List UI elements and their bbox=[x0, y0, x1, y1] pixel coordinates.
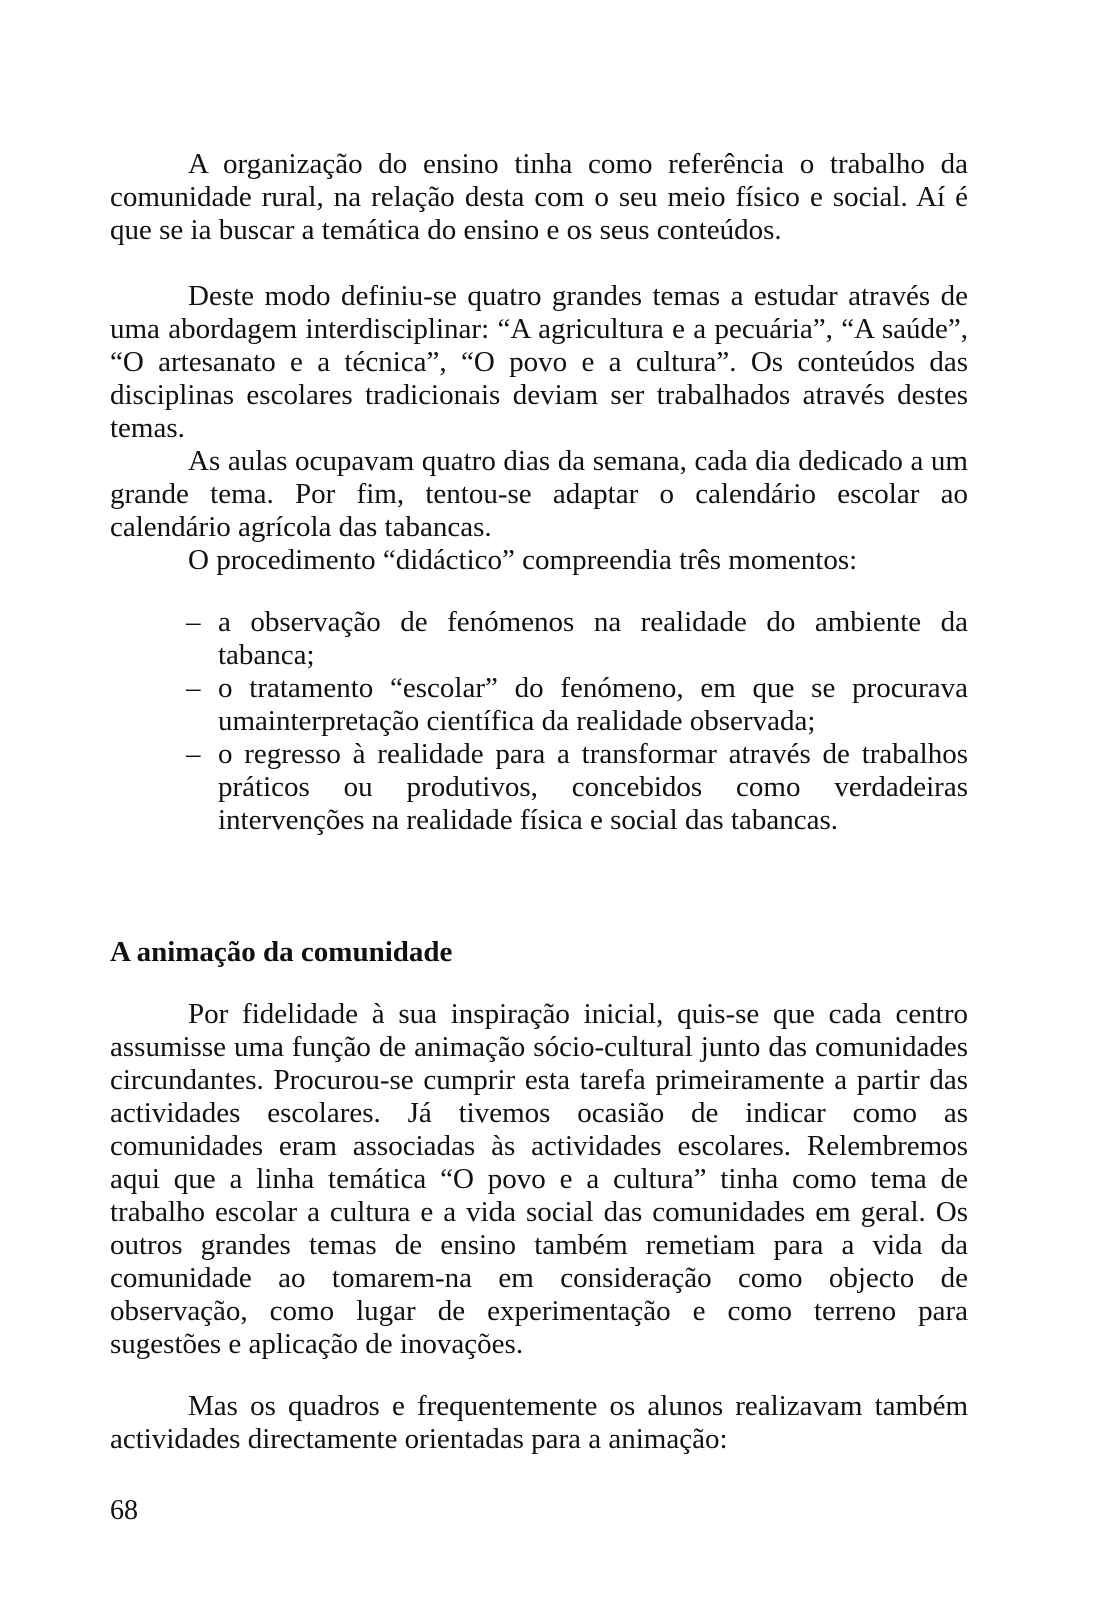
momentos-list bbox=[110, 606, 968, 837]
paragraph-procedimento-didactico: O procedimento “didáctico” compreendia três momentos: bbox=[188, 544, 858, 576]
section-heading: A animação da comunidade bbox=[110, 936, 453, 968]
paragraph-aulas: As aulas ocupavam quatro dias da semana, cada dia dedicado a um grande tema. Por fim, tentou-se adaptar o calendário escolar ao calendário agrícola das tabancas. bbox=[110, 445, 968, 543]
list-item-text: o regresso à realidade para a transformar através de trabalhos práticos ou produtivos, concebidos como verdadeiras intervenções na realidade física e social das tabancas. bbox=[218, 738, 968, 836]
list-item-text: o tratamento “escolar” do fenómeno, em que se procurava umainterpretação científica da realidade observada; bbox=[218, 672, 968, 737]
list-item bbox=[110, 606, 968, 672]
page-number: 68 bbox=[110, 1495, 138, 1526]
paragraph-quatro-temas: Deste modo definiu-se quatro grandes temas a estudar através de uma abordagem interdisciplinar: “A agricultura e a pecuária”, “A saúde”, “O artesanato e a técnica”, “O povo e a cultura”. Os conteúdos das disciplinas escolares tradicionais deviam ser trabalhados através destes temas. bbox=[110, 280, 968, 444]
list-item-text: a observação de fenómenos na realidade do ambiente da tabanca; bbox=[218, 606, 968, 671]
list-dash: – bbox=[186, 738, 201, 770]
paragraph-quadros-alunos: Mas os quadros e frequentemente os alunos realizavam também actividades directamente orientadas para a animação: bbox=[110, 1390, 968, 1455]
paragraph-fidelidade-inspiracao: Por fidelidade à sua inspiração inicial, quis-se que cada centro assumisse uma função de animação sócio-cultural junto das comunidades circundantes. Procurou-se cumprir esta tarefa primeiramente a partir das actividades escolares. Já tivemos ocasião de indicar como as comunidades eram associadas às actividades escolares. Relembremos aqui que a linha temática “O povo e a cultura” tinha como tema de trabalho escolar a cultura e a vida social das comunidades em geral. Os outros grandes temas de ensino também remetiam para a vida da comunidade ao tomarem-na em consideração como objecto de observação, como lugar de experimentação e como terreno para sugestões e aplicação de inovações. bbox=[110, 998, 968, 1360]
list-item bbox=[110, 672, 968, 738]
list-dash: – bbox=[186, 672, 201, 704]
list-dash: – bbox=[186, 606, 201, 638]
list-item bbox=[110, 738, 968, 837]
paragraph-organizacao-ensino: A organização do ensino tinha como referência o trabalho da comunidade rural, na relação desta com o seu meio físico e social. Aí é que se ia buscar a temática do ensino e os seus conteúdos. bbox=[110, 148, 968, 246]
